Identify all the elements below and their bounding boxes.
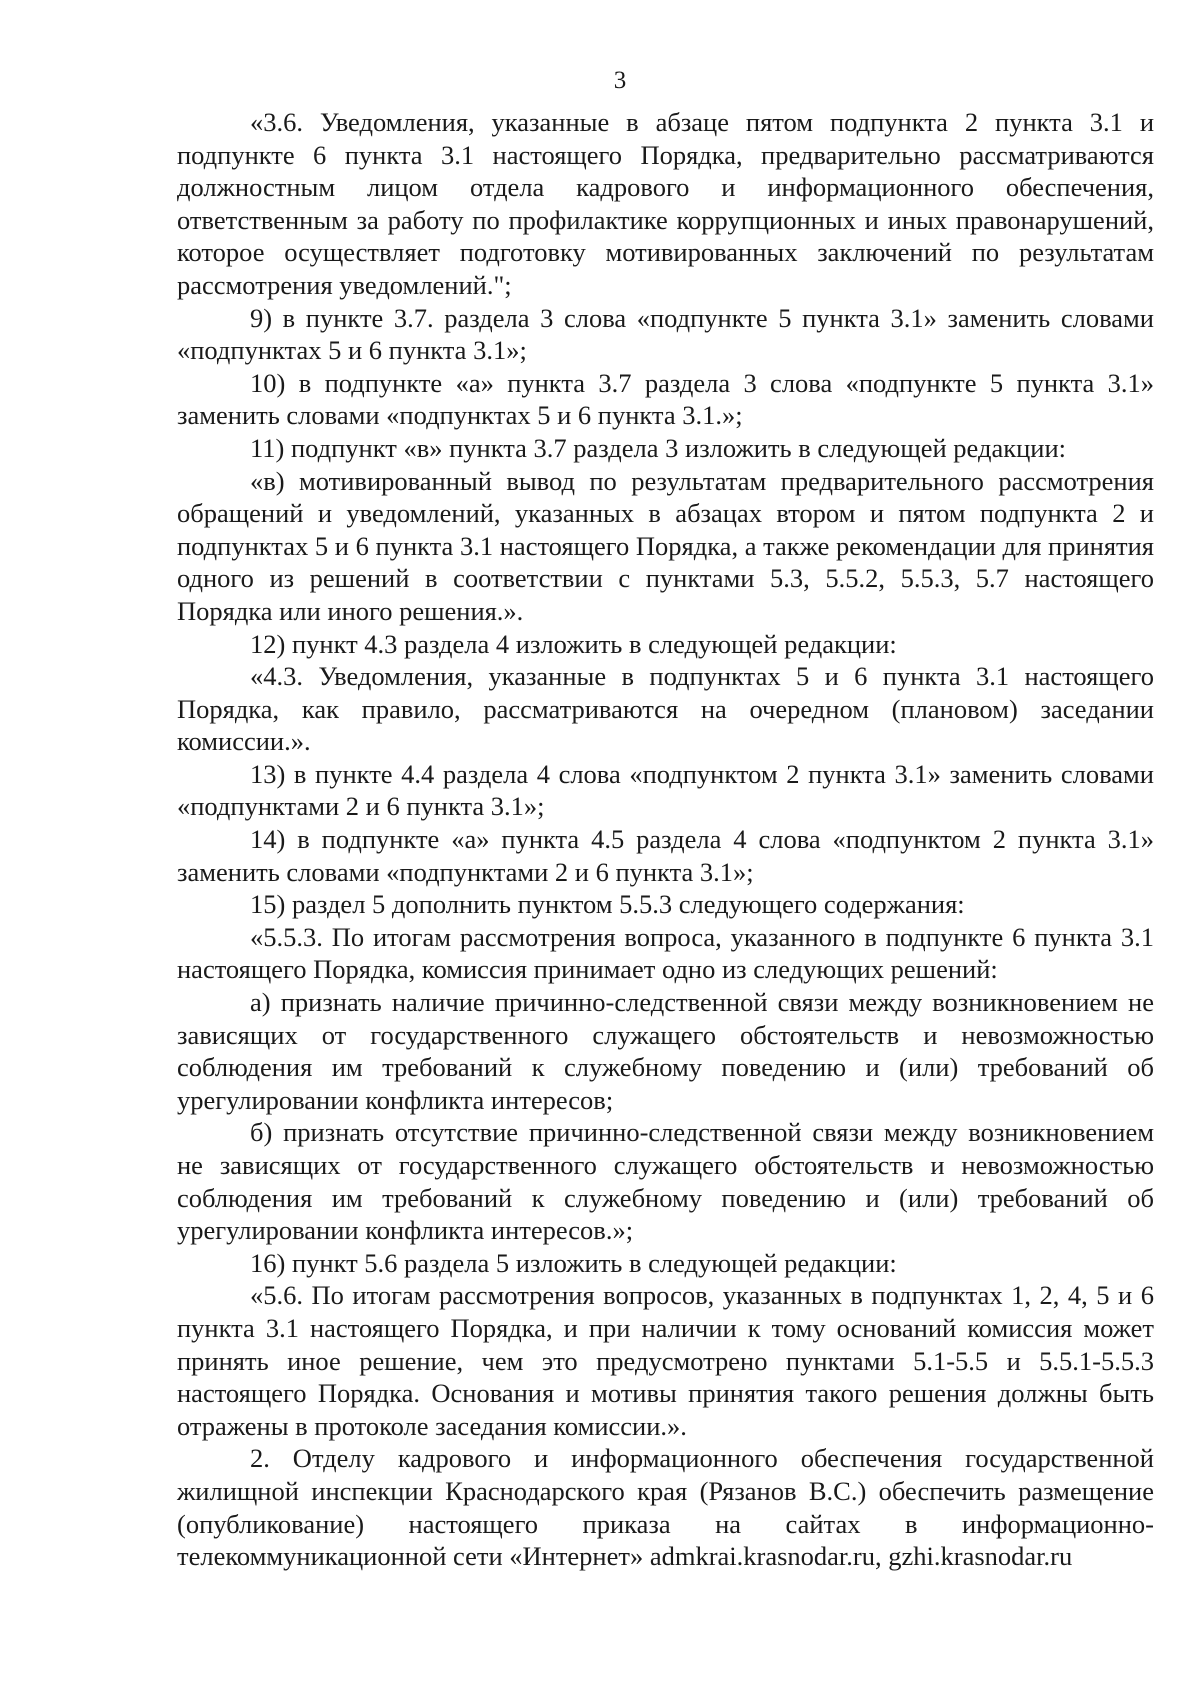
document-body (177, 106, 1154, 1573)
paragraph-subitem-v: «в) мотивированный вывод по результатам предварительного рассмотрения обращений и уведомлений, указанных в абзацах втором и пятом подпункта 2 и подпунктах 5 и 6 пункта 3.1 настоящего Порядка, а также рекомендации для принятия одного из решений в соответствии с пунктами 5.3, 5.5.2, 5.5.3, 5.7 настоящего Порядка или иного решения.». (177, 465, 1154, 626)
paragraph-item-12: 12) пункт 4.3 раздела 4 изложить в следующей редакции: (250, 628, 897, 659)
paragraph-4-3: «4.3. Уведомления, указанные в подпунктах 5 и 6 пункта 3.1 настоящего Порядка, как правило, рассматриваются на очередном (плановом) заседании комиссии.». (177, 661, 1154, 757)
paragraph-item-15: 15) раздел 5 дополнить пунктом 5.5.3 следующего содержания: (250, 889, 965, 920)
page-number: 3 (613, 67, 627, 94)
paragraph-item-13: 13) в пункте 4.4 раздела 4 слова «подпунктом 2 пункта 3.1» заменить словами «подпунктами 2 и 6 пункта 3.1»; (177, 758, 1154, 822)
paragraph-item-10: 10) в подпункте «а» пункта 3.7 раздела 3 слова «подпункте 5 пункта 3.1» заменить словами «подпунктах 5 и 6 пункта 3.1.»; (177, 367, 1154, 431)
paragraph-5-6: «5.6. По итогам рассмотрения вопросов, указанных в подпунктах 1, 2, 4, 5 и 6 пункта 3.1 настоящего Порядка, и при наличии к тому оснований комиссия может принять иное решение, чем это предусмотрено пунктами 5.1-5.5 и 5.5.1-5.5.3 настоящего Порядка. Основания и мотивы принятия такого решения должны быть отражены в протоколе заседания комиссии.». (177, 1280, 1154, 1441)
paragraph-3-6-notice: «3.6. Уведомления, указанные в абзаце пятом подпункта 2 пункта 3.1 и подпункте 6 пункта 3.1 настоящего Порядка, предварительно рассматриваются должностным лицом отдела кадрового и информационного обеспечения, ответственным за работу по профилактике коррупционных и иных правонарушений, которое осуществляет подготовку мотивированных заключений по результатам рассмотрения уведомлений."; (177, 107, 1154, 300)
paragraph-option-a: а) признать наличие причинно-следственной связи между возникновением не зависящих от государственного служащего обстоятельств и невозможностью соблюдения им требований к служебному поведению и (или) требований об урегулировании конфликта интересов; (177, 987, 1154, 1115)
paragraph-option-b: б) признать отсутствие причинно-следственной связи между возникновением не зависящих от государственного служащего обстоятельств и невозможностью соблюдения им требований к служебному поведению и (или) требований об урегулировании конфликта интересов.»; (177, 1117, 1154, 1246)
paragraph-item-14: 14) в подпункте «а» пункта 4.5 раздела 4 слова «подпунктом 2 пункта 3.1» заменить словами «подпунктами 2 и 6 пункта 3.1»; (177, 824, 1154, 887)
paragraph-item-11: 11) подпункт «в» пункта 3.7 раздела 3 изложить в следующей редакции: (250, 432, 1066, 463)
paragraph-section-2: 2. Отделу кадрового и информационного обеспечения государственной жилищной инспекции Краснодарского края (Рязанов В.С.) обеспечить размещение (опубликование) настоящего приказа на сайтах в информационно-телекоммуникационной сети «Интернет» admkrai.krasnodar.ru, gzhi.krasnodar.ru (177, 1443, 1154, 1572)
paragraph-5-5-3: «5.5.3. По итогам рассмотрения вопроса, указанного в подпункте 6 пункта 3.1 настоящего Порядка, комиссия принимает одно из следующих решений: (177, 921, 1154, 985)
paragraph-item-16: 16) пункт 5.6 раздела 5 изложить в следующей редакции: (250, 1247, 897, 1278)
paragraph-item-9: 9) в пункте 3.7. раздела 3 слова «подпункте 5 пункта 3.1» заменить словами «подпунктах 5 и 6 пункта 3.1»; (177, 302, 1154, 366)
